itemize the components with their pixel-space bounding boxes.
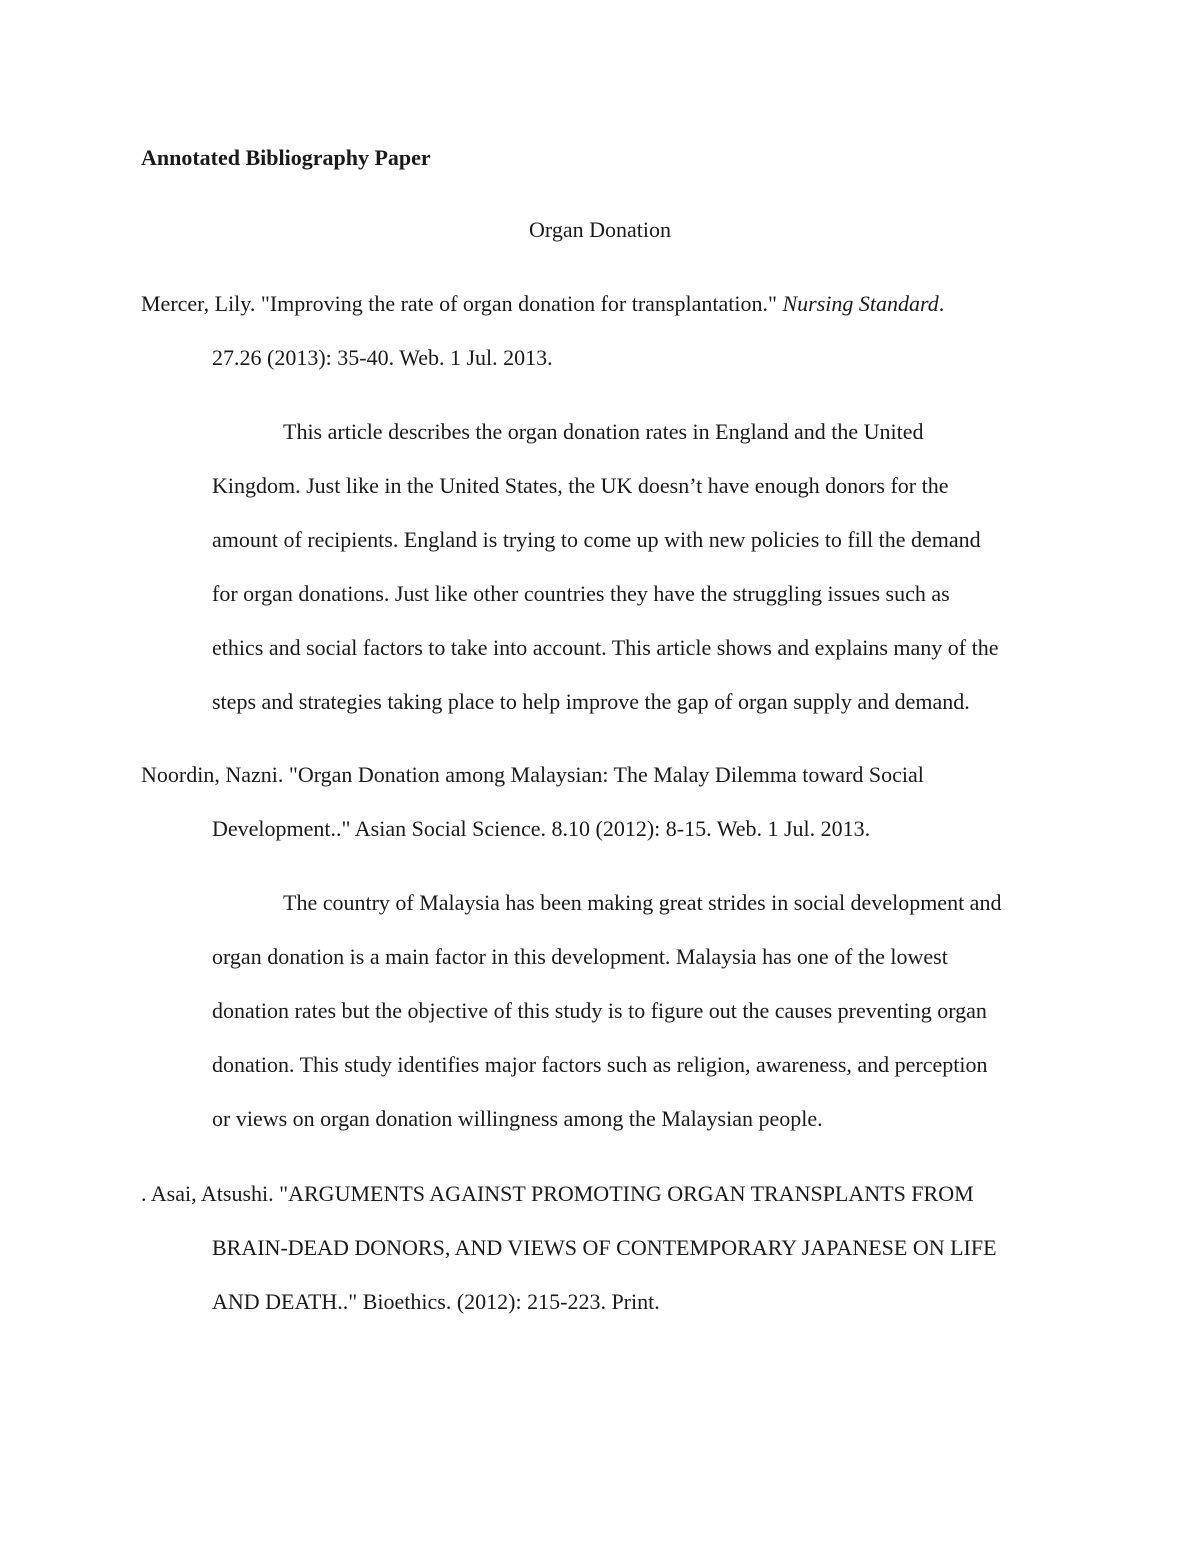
annotation-line: for organ donations. Just like other countries they have the struggling issues such as <box>212 581 950 606</box>
citation-text: Mercer, Lily. "Improving the rate of organ donation for transplantation." <box>141 291 783 316</box>
annotation-line: donation. This study identifies major factors such as religion, awareness, and perception <box>212 1052 988 1077</box>
annotation-line: or views on organ donation willingness among the Malaysian people. <box>212 1106 823 1131</box>
annotation-line: Kingdom. Just like in the United States, the UK doesn’t have enough donors for the <box>212 473 949 498</box>
annotation-line: organ donation is a main factor in this development. Malaysia has one of the lowest <box>212 944 948 969</box>
document-title: Annotated Bibliography Paper <box>141 145 431 170</box>
annotation-line: amount of recipients. England is trying to come up with new policies to fill the demand <box>212 527 981 552</box>
annotation-line: donation rates but the objective of this study is to figure out the causes preventing organ <box>212 998 987 1023</box>
citation-line: Development.." Asian Social Science. 8.10 (2012): 8-15. Web. 1 Jul. 2013. <box>212 816 871 841</box>
journal-title: Nursing Standard <box>782 291 939 316</box>
citation-line: . Asai, Atsushi. "ARGUMENTS AGAINST PROMOTING ORGAN TRANSPLANTS FROM <box>141 1181 974 1206</box>
citation-line: BRAIN-DEAD DONORS, AND VIEWS OF CONTEMPORARY JAPANESE ON LIFE <box>212 1235 997 1260</box>
citation-line: AND DEATH.." Bioethics. (2012): 215-223. Print. <box>212 1289 660 1314</box>
citation-line: 27.26 (2013): 35-40. Web. 1 Jul. 2013. <box>212 345 553 370</box>
citation-line: Noordin, Nazni. "Organ Donation among Malaysian: The Malay Dilemma toward Social <box>141 762 924 787</box>
annotation-line: ethics and social factors to take into account. This article shows and explains many of the <box>212 635 999 660</box>
annotation-line: This article describes the organ donation rates in England and the United <box>283 419 924 444</box>
annotation-line: steps and strategies taking place to help improve the gap of organ supply and demand. <box>212 689 970 714</box>
document-subtitle: Organ Donation <box>529 217 671 242</box>
citation-line <box>141 290 944 318</box>
citation-text: . <box>938 291 945 316</box>
annotation-line: The country of Malaysia has been making great strides in social development and <box>283 890 1002 915</box>
